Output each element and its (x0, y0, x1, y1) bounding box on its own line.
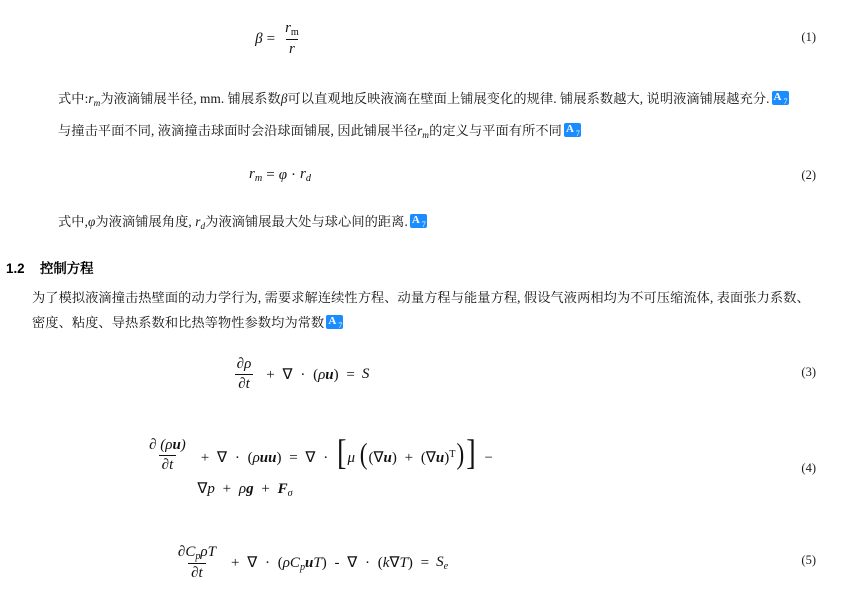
equation-3 (0, 352, 600, 396)
eq2-phi: φ (278, 166, 288, 183)
eq5-rest: + ∇ · (ρCpuT) - ∇ · (k∇T) = (230, 554, 430, 574)
equation-3-number: (3) (801, 365, 816, 379)
paragraph-spreading-coefficient (32, 86, 814, 116)
eq3-denominator: ∂t (235, 374, 253, 393)
equation-2-number: (2) (801, 168, 816, 182)
eq2-relation: = (266, 166, 275, 183)
eq1-numerator: rm (285, 19, 299, 39)
p2-text-a: 与撞击平面不同, 液滴撞击球面时会沿球面铺展, 因此铺展半径 (58, 123, 418, 138)
section-number: 1.2 (6, 261, 25, 276)
paragraph-symbol-definitions (32, 209, 814, 239)
comment-marker-4[interactable]: A 7 (328, 315, 343, 329)
section-heading (6, 258, 94, 277)
equation-4-line-1 (143, 433, 497, 474)
comment-marker-3[interactable]: A 7 (411, 214, 426, 228)
eq5-numerator: ∂CpρT (177, 543, 216, 563)
comment-marker-1[interactable]: A 7 (773, 91, 788, 105)
eq1-denominator: r (286, 39, 298, 58)
eq4-line2: ∇p + ρg + Fσ (197, 480, 293, 499)
eq4-fraction (146, 437, 189, 474)
eq1-relation: = (266, 30, 276, 47)
eq5-denominator: ∂t (188, 563, 206, 582)
p2-symbol-rm: $r_m$ (417, 123, 430, 140)
eq3-fraction (234, 356, 255, 393)
eq1-lhs: β (255, 30, 263, 47)
p1-text-c: 可以直观地反映液滴在壁面上铺展变化的规律. 铺展系数越大, 说明液滴铺展越充分. (287, 91, 770, 106)
p2-text-b: 的定义与平面有所不同 (429, 123, 562, 138)
eq2-dot: · (291, 166, 297, 183)
p1-text-b: 为液滴铺展半径, mm. 铺展系数 (100, 91, 281, 106)
p3-symbol-phi: φ (87, 214, 96, 229)
equation-1-body (255, 20, 305, 58)
eq3-rhs: S (361, 365, 370, 382)
eq1-fraction (282, 20, 302, 58)
p1-symbol-rm: $r_m$ (88, 91, 101, 108)
eq2-lhs: rm (249, 165, 263, 185)
equation-2-body (249, 166, 311, 184)
equation-4-number: (4) (801, 461, 816, 475)
equation-4-line-2 (197, 479, 292, 499)
paragraph-governing-equations-intro (32, 285, 822, 335)
comment-marker-2[interactable]: A 7 (565, 123, 580, 137)
equation-5 (0, 540, 620, 586)
eq3-middle: + ∇ · (ρu) = (266, 366, 355, 383)
eq4-denominator: ∂t (159, 455, 177, 474)
equation-1 (0, 16, 560, 62)
section-title: 控制方程 (40, 261, 94, 276)
eq4-line1-rest: + ∇ · (ρuu) = ∇ · [μ ((∇u) + (∇u)T)] − (200, 433, 493, 473)
equation-1-number: (1) (801, 30, 816, 44)
eq4-force: F (277, 480, 288, 497)
p1-text-a: 式中: (58, 91, 89, 106)
p4-text: 为了模拟液滴撞击热壁面的动力学行为, 需要求解连续性方程、动量方程与能量方程, 假设气液两相均为不可压缩流体, 表面张力系数、密度、粘度、导热系数和比热等物性参数均为常数 (32, 290, 810, 330)
p3-text-a: 式中, (58, 214, 88, 229)
p1-symbol-beta: β (280, 91, 288, 106)
equation-2 (0, 158, 560, 192)
paragraph-sphere-spreading (32, 118, 814, 148)
equation-3-body (231, 356, 370, 393)
equation-5-number: (5) (801, 553, 816, 567)
p3-symbol-rd: $r_d$ (195, 214, 206, 231)
p3-text-b: 为液滴铺展角度, (95, 214, 196, 229)
p3-text-c: 为液滴铺展最大处与球心间的距离. (205, 214, 408, 229)
equation-5-body (172, 544, 448, 582)
eq2-rd: rd (300, 165, 311, 185)
equation-4 (0, 433, 640, 500)
eq5-fraction (175, 544, 219, 582)
eq5-rhs: Se (436, 553, 449, 573)
eq4-numerator: ∂ (ρu) (149, 437, 186, 454)
eq3-numerator: ∂ρ (236, 355, 252, 372)
